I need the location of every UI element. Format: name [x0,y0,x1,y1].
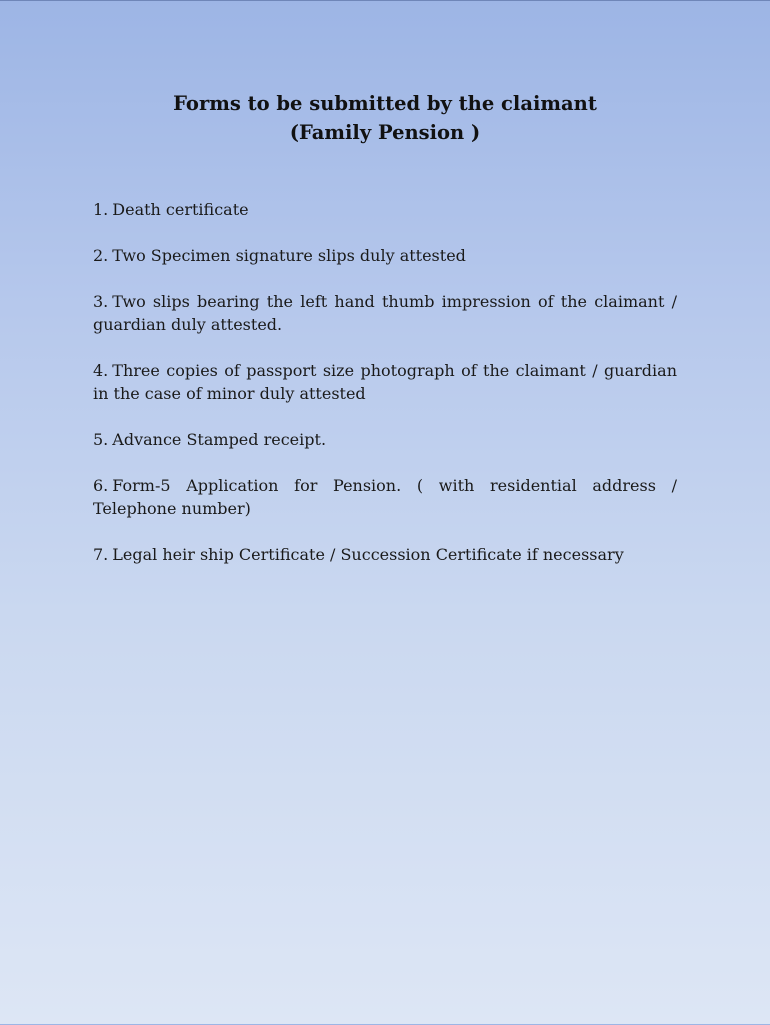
document-title [0,89,770,147]
document-page [0,1,770,1025]
list-item-text: Three copies of passport size photograph of the claimant / guardian in the case of minor duly attested [93,361,677,403]
list-item-text: Two slips bearing the left hand thumb impression of the claimant / guardian duly attested. [93,292,677,334]
list-item-text: Legal heir ship Certificate / Succession Certificate if necessary [112,545,624,564]
list-item-number: 5. [93,430,109,449]
list-item-number: 7. [93,545,109,564]
required-forms-list [93,198,677,589]
list-item [93,359,677,405]
list-item [93,290,677,336]
list-item-text: Death certificate [112,200,249,219]
list-item [93,428,677,451]
list-item-number: 1. [93,200,109,219]
list-item [93,543,677,566]
list-item-text: Form-5 Application for Pension. ( with residential address / Telephone number) [93,476,677,518]
list-item [93,198,677,221]
list-item-number: 6. [93,476,109,495]
list-item-number: 3. [93,292,109,311]
list-item-text: Two Specimen signature slips duly attested [112,246,466,265]
title-line-2: (Family Pension ) [289,121,481,144]
list-item [93,474,677,520]
list-item-number: 2. [93,246,109,265]
list-item [93,244,677,267]
list-item-text: Advance Stamped receipt. [112,430,327,449]
title-line-1: Forms to be submitted by the claimant [173,92,597,115]
list-item-number: 4. [93,361,109,380]
